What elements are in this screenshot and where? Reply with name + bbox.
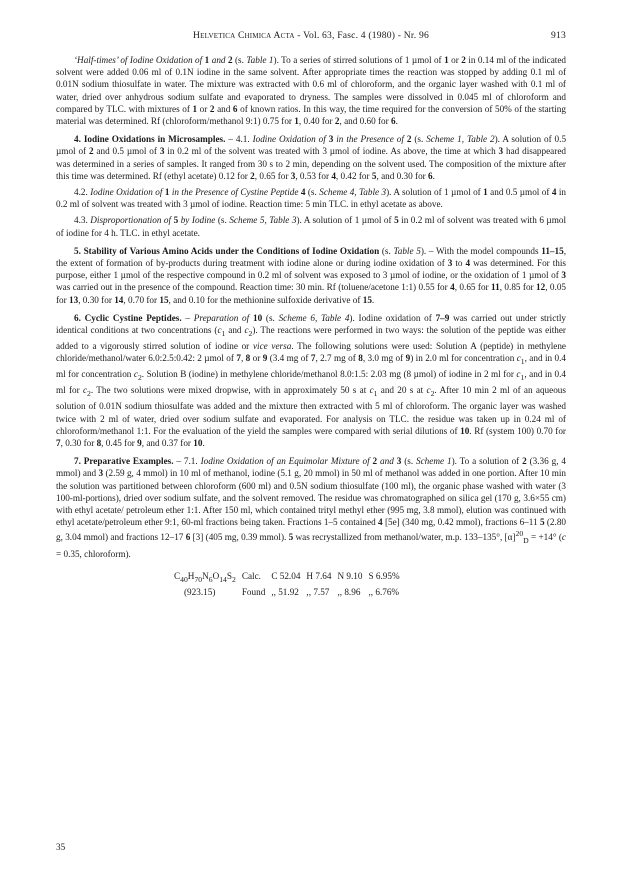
journal-issue: - Vol. 63, Fasc. 4 (1980) - Nr. 96 [294, 30, 429, 41]
calc-c: C 52.04 [271, 570, 301, 581]
analysis-calc-row [174, 570, 406, 586]
found-h: ,, 7.57 [306, 586, 330, 597]
section-7-preparative: 7. Preparative Examples. – 7.1. Iodine Oxidation of an Equimolar Mixture of 2 and 3 (s. Scheme 1). To a solution of 2 (3.36 g, 4 mmol) and 3 (2.59 g, 4 mmol) in 10 ml of methanol, iodine (5.1 g, 20 mmol) in 50 ml of methanol was added in one portion. After 10 min the solution was partitioned between chloroform (600 ml) and 0.5N sodium thiosulfate (100 ml), the organic phase washed with water (3 100-ml-portions), dried over sodium sulfate, and the solvent removed. The residue was chromatographed on silica gel (170 g, 3.6×55 cm) with ethyl acetate/ petroleum ether 1:1. After 150 ml, which contained trityl methyl ether (995 mg, 3.8 mmol), elution was continued with ethyl acetate/petroleum ether 9:1, 60-ml fractions being taken. Fractions 1–5 contained 4 [5e] (340 mg, 0.42 mmol), fractions 6–11 5 (2.80 g, 3.04 mmol) and fractions 12–17 6 [3] (405 mg, 0.39 mmol). 5 was recrystallized from methanol/water, m.p. 133–135°, $[\alpha]^{20}_D = +14^\circ$ (c = 0.35, chloroform). [56, 456, 567, 559]
found-n: ,, 8.96 [337, 586, 361, 597]
molecular-formula: $C_{40}H_{70}N_6O_{14}S_2$ [174, 570, 236, 584]
calc-s: S 6.95% [368, 570, 400, 581]
calc-label: Calc. [241, 570, 261, 581]
paragraph-half-times: ‘Half-times’ of Iodine Oxidation of 1 and 2 (s. Table 1). To a series of stirred solutions of 1 µmol of 1 or 2 in 0.14 ml of the indicated solvent were added 0.06 ml of 0.1N iodine in the same solvent. After appropriate times the reaction was stopped by adding 0.1 ml of 0.01N sodium thiosulfate in water. The mixture was extracted with 0.6 ml of chloroform, and the organic layer washed with 0.1 ml of water, dried over anhydrous sodium sulfate and evaporated to dryness. The samples were dissolved in 0.045 ml of chloroform and compared by TLC. with mixtures of 1 or 2 and 6 of known ratios. In this way, the time required for the conversion of 50% of the starting material was determined. Rf (chloroform/methanol 9:1) 0.75 for 1, 0.40 for 2, and 0.60 for 6. [56, 55, 567, 127]
analysis-found-row [174, 586, 406, 598]
found-s: ,, 6.76% [368, 586, 400, 597]
page-number: 913 [551, 30, 566, 41]
found-label: Found [241, 586, 266, 597]
calc-h: H 7.64 [306, 570, 332, 581]
elemental-analysis [174, 570, 566, 598]
footer-number: 35 [56, 842, 66, 852]
section-4-iodine-oxidations: 4. Iodine Oxidations in Microsamples. – 4.1. Iodine Oxidation of 3 in the Presence of 2 (s. Scheme 1, Table 2). A solution of 0.5 µmol of 2 and 0.5 µmol of 3 in 0.2 ml of the solvent was treated with 3 µmol of iodine. As above, the time at which 3 had disappeared was determined in a series of samples. It ranged from 30 s to 2 min, depending on the solvent used. The composition of the mixture after this time was determined. Rf (ethyl acetate) 0.12 for 2, 0.65 for 3, 0.53 for 4, 0.42 for 5, and 0.30 for 6. [56, 134, 567, 181]
molecular-weight: (923.15) [184, 586, 216, 597]
calc-n: N 9.10 [337, 570, 363, 581]
journal-citation [56, 30, 566, 41]
subsection-4-3: 4.3. Disproportionation of 5 by Iodine (s. Scheme 5, Table 3). A solution of 1 µmol of 5 in 0.2 ml of solvent was treated with 6 µmol of iodine for 4 h. TLC. in ethyl acetate. [56, 215, 567, 238]
page [56, 30, 566, 598]
section-6-cyclic-peptides: 6. Cyclic Cystine Peptides. – Preparation of 10 (s. Scheme 6, Table 4). Iodine oxidation of 7–9 was carried out under strictly identical conditions at two concentrations ($c_1$ and $c_2$). The reactions were performed in two ways: the solution of the peptide was either added to a vigorously stirred solution of iodine or vice versa. The following solutions were used: Solution A (peptide) in methylene chloride/methanol/water 6.0:2.5:0.42: 2 µmol of 7, 8 or 9 (3.4 mg of 7, 2.7 mg of 8, 3.0 mg of 9) in 2.0 ml for concentration $c_1$, and in 0.4 ml for concentration $c_2$. Solution B (iodine) in methylene chloride/methanol 8.0:1.5: 2.03 mg (8 µmol) of iodine in 2 ml for $c_1$, and in 0.4 ml for $c_2$. The two solutions were mixed dropwise, with in approximately 50 s at $c_1$ and 20 s at $c_2$. After 10 min 2 ml of an aqueous solution of 0.01N sodium thiosulfate was added and the mixture then extracted with 5 ml of chloroform. The organic layer was washed twice with 2 ml of water, dried over sodium sulfate and evaporated. For analysis on TLC. the residue was taken up in 0.24 ml of chloroform/methanol 1:1. For the evaluation of the yield the samples were compared with serial dilutions of 10. Rf (system 100) 0.70 for 7, 0.30 for 8, 0.45 for 9, and 0.37 for 10. [56, 312, 567, 448]
found-c: ,, 51.92 [271, 586, 299, 597]
running-head [56, 30, 566, 44]
section-5-stability: 5. Stability of Various Amino Acids under the Conditions of Iodine Oxidation (s. Table 5). – With the model compounds 11–15, the extent of formation of by-products during treatment with iodine alone or during iodine oxidation of 3 to 4 was determined. For this purpose, either 1 µmol of the respective compound in 0.2 ml of solvent was exposed to 3 µmol of iodine, or the oxidation of 1 µmol of 3 was carried out in the presence of the compound. Reaction time: 30 min. Rf (toluene/acetone 1:1) 0.55 for 4, 0.65 for 11, 0.85 for 12, 0.05 for 13, 0.30 for 14, 0.70 for 15, and 0.10 for the methionine sulfoxide derivative of 15. [56, 245, 567, 305]
journal-name: Helvetica Chimica Acta [193, 30, 295, 41]
subsection-4-2: 4.2. Iodine Oxidation of 1 in the Presence of Cystine Peptide 4 (s. Scheme 4, Table 3). A solution of 1 µmol of 1 and 0.5 µmol of 4 in 0.2 ml of solvent was treated with 3 µmol of iodine. Reaction time: 5 min TLC. in ethyl acetate as above. [56, 187, 567, 210]
article-body [56, 54, 566, 560]
